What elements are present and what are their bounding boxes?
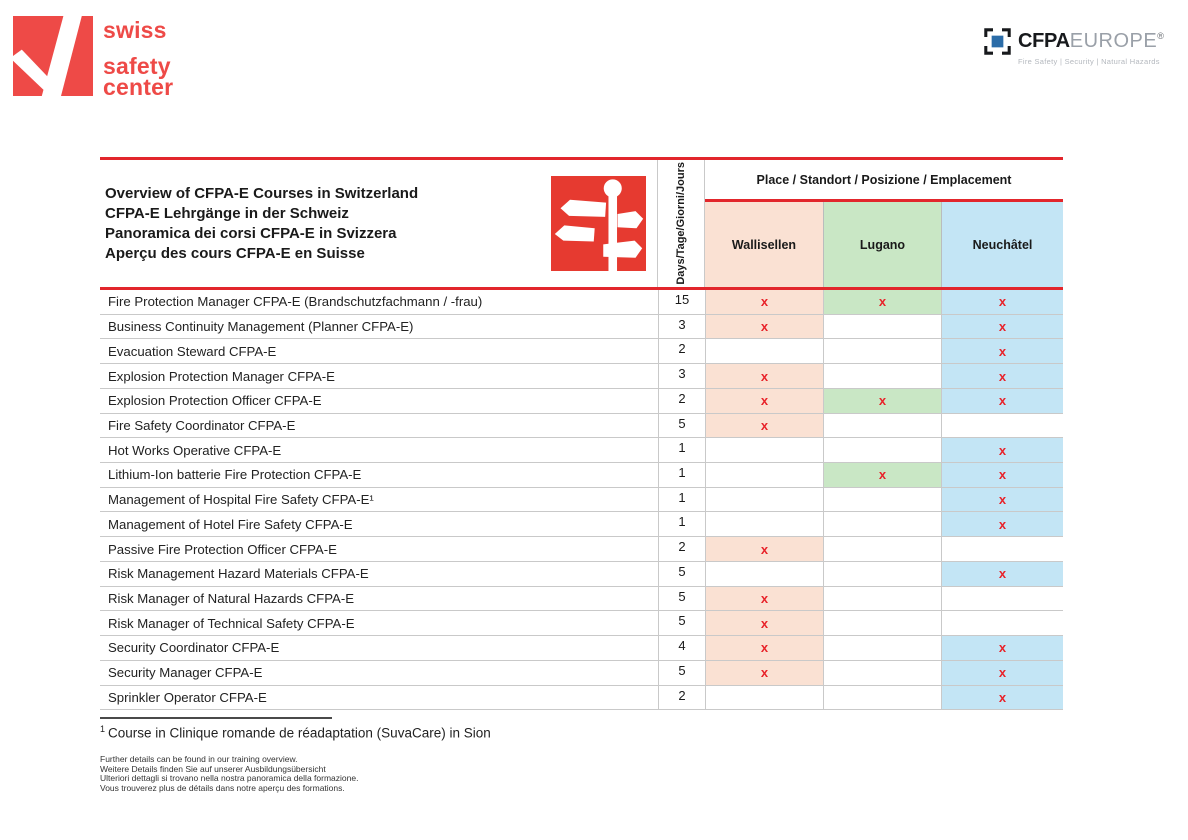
course-name: Risk Management Hazard Materials CFPA-E (108, 566, 369, 582)
days-header-cell (658, 160, 705, 287)
course-name: Explosion Protection Manager CFPA-E (108, 368, 335, 384)
course-name: Business Continuity Management (Planner CFPA-E) (108, 319, 414, 335)
smallprint (100, 755, 358, 793)
cfpa-bracket-icon (984, 28, 1011, 55)
availability-cell-neuchâtel (941, 512, 1063, 536)
availability-cell-lugano (823, 661, 941, 685)
x-mark: x (760, 417, 769, 433)
x-mark: x (760, 319, 769, 335)
x-mark: x (998, 319, 1007, 335)
x-mark: x (878, 294, 887, 310)
logo-word-swiss: swiss (103, 17, 167, 43)
location-header-lugano: Lugano (823, 202, 941, 287)
x-mark: x (998, 294, 1007, 310)
location-header-neuchatel: Neuchâtel (941, 202, 1063, 287)
availability-cell-neuchâtel (941, 414, 1063, 438)
course-days: 4 (658, 636, 705, 660)
availability-cell-wallisellen (705, 389, 823, 413)
course-name: Fire Protection Manager CFPA-E (Brandschutzfachmann / -frau) (108, 294, 483, 310)
x-mark: x (998, 665, 1007, 681)
cfpa-europe-logo (984, 28, 1164, 66)
availability-cell-lugano (823, 488, 941, 512)
availability-cell-wallisellen (705, 438, 823, 462)
availability-cell-lugano (823, 636, 941, 660)
availability-cell-neuchâtel (941, 339, 1063, 363)
availability-cell-neuchâtel (941, 290, 1063, 314)
availability-cell-wallisellen (705, 414, 823, 438)
table-row (100, 537, 1063, 562)
table-row (100, 290, 1063, 315)
table-title-cell (100, 160, 658, 287)
smallprint-line-de: Weitere Details finden Sie auf unserer Ausbildungsübersicht (100, 763, 326, 774)
checkmark-icon (13, 15, 93, 97)
availability-cell-wallisellen (705, 686, 823, 710)
course-name: Sprinkler Operator CFPA-E (108, 689, 267, 705)
availability-cell-neuchâtel (941, 389, 1063, 413)
logo-word-center: center (103, 74, 174, 100)
table-row (100, 512, 1063, 537)
availability-cell-neuchâtel (941, 315, 1063, 339)
table-row (100, 339, 1063, 364)
course-days: 5 (658, 414, 705, 438)
availability-cell-wallisellen (705, 290, 823, 314)
x-mark: x (760, 590, 769, 606)
signpost-icon (551, 176, 646, 271)
x-mark: x (760, 615, 769, 631)
availability-cell-lugano (823, 686, 941, 710)
course-name: Hot Works Operative CFPA-E (108, 442, 282, 458)
title-line-fr: Aperçu des cours CFPA-E en Suisse (105, 245, 365, 262)
table-row (100, 686, 1063, 711)
x-mark: x (760, 393, 769, 409)
location-header-row (705, 202, 1063, 287)
availability-cell-lugano (823, 364, 941, 388)
availability-cell-lugano (823, 611, 941, 635)
availability-cell-wallisellen (705, 315, 823, 339)
availability-cell-neuchâtel (941, 537, 1063, 561)
cfpa-europe-wordmark: EUROPE (1069, 30, 1158, 52)
title-line-it: Panoramica dei corsi CFPA-E in Svizzera (105, 225, 397, 242)
x-mark: x (998, 492, 1007, 508)
place-header-cell (705, 160, 1063, 287)
course-name: Management of Hotel Fire Safety CFPA-E (108, 516, 353, 532)
course-days: 3 (658, 315, 705, 339)
availability-cell-wallisellen (705, 488, 823, 512)
course-days: 3 (658, 364, 705, 388)
footnote (100, 724, 491, 741)
course-days: 2 (658, 389, 705, 413)
availability-cell-lugano (823, 389, 941, 413)
course-days: 1 (658, 463, 705, 487)
availability-cell-neuchâtel (941, 661, 1063, 685)
courses-table (100, 157, 1063, 710)
availability-cell-neuchâtel (941, 686, 1063, 710)
course-name: Passive Fire Protection Officer CFPA-E (108, 541, 337, 557)
x-mark: x (998, 368, 1007, 384)
table-row (100, 488, 1063, 513)
availability-cell-neuchâtel (941, 611, 1063, 635)
x-mark: x (760, 640, 769, 656)
x-mark: x (998, 516, 1007, 532)
cfpa-wordmark: CFPA (1018, 30, 1070, 52)
table-body (100, 290, 1063, 710)
availability-cell-lugano (823, 512, 941, 536)
availability-cell-wallisellen (705, 562, 823, 586)
availability-cell-wallisellen (705, 463, 823, 487)
availability-cell-wallisellen (705, 537, 823, 561)
course-days: 1 (658, 438, 705, 462)
course-name: Risk Manager of Technical Safety CFPA-E (108, 615, 355, 631)
footnote-divider (100, 717, 332, 719)
table-row (100, 414, 1063, 439)
availability-cell-lugano (823, 315, 941, 339)
course-name: Evacuation Steward CFPA-E (108, 343, 277, 359)
course-days: 1 (658, 488, 705, 512)
course-days: 5 (658, 611, 705, 635)
course-days: 2 (658, 686, 705, 710)
x-mark: x (998, 566, 1007, 582)
table-row (100, 389, 1063, 414)
x-mark: x (760, 368, 769, 384)
footnote-marker: 1 (100, 724, 106, 734)
availability-cell-lugano (823, 587, 941, 611)
course-name: Explosion Protection Officer CFPA-E (108, 393, 322, 409)
availability-cell-wallisellen (705, 587, 823, 611)
availability-cell-neuchâtel (941, 438, 1063, 462)
availability-cell-lugano (823, 438, 941, 462)
table-title (105, 184, 418, 264)
x-mark: x (998, 442, 1007, 458)
course-days: 5 (658, 562, 705, 586)
course-days: 2 (658, 537, 705, 561)
smallprint-line-fr: Vous trouverez plus de détails dans notre aperçu des formations. (100, 782, 345, 793)
course-days: 1 (658, 512, 705, 536)
smallprint-line-it: Ulteriori dettagli si trovano nella nostra panoramica della formazione. (100, 773, 359, 784)
registered-trademark-symbol: ® (1157, 30, 1164, 41)
course-name: Risk Manager of Natural Hazards CFPA-E (108, 590, 355, 606)
x-mark: x (760, 541, 769, 557)
availability-cell-neuchâtel (941, 488, 1063, 512)
availability-cell-wallisellen (705, 661, 823, 685)
title-line-en: Overview of CFPA-E Courses in Switzerland (105, 185, 419, 202)
cfpa-tagline: Fire Safety | Security | Natural Hazards (1018, 57, 1160, 66)
availability-cell-wallisellen (705, 364, 823, 388)
smallprint-line-en: Further details can be found in our training overview. (100, 754, 298, 764)
availability-cell-lugano (823, 290, 941, 314)
table-row (100, 661, 1063, 686)
course-name: Lithium-Ion batterie Fire Protection CFPA-E (108, 467, 362, 483)
availability-cell-wallisellen (705, 636, 823, 660)
availability-cell-lugano (823, 562, 941, 586)
availability-cell-neuchâtel (941, 587, 1063, 611)
swiss-safety-center-logo (13, 15, 173, 98)
table-row (100, 636, 1063, 661)
x-mark: x (878, 467, 887, 483)
table-row (100, 587, 1063, 612)
footnote-text: Course in Clinique romande de réadaptation (SuvaCare) in Sion (108, 725, 491, 741)
table-row (100, 364, 1063, 389)
place-header-label: Place / Standort / Posizione / Emplacement (756, 172, 1012, 187)
table-row (100, 611, 1063, 636)
course-name: Security Coordinator CFPA-E (108, 640, 280, 656)
availability-cell-wallisellen (705, 339, 823, 363)
x-mark: x (760, 665, 769, 681)
table-header (100, 160, 1063, 287)
x-mark: x (998, 467, 1007, 483)
availability-cell-lugano (823, 537, 941, 561)
x-mark: x (878, 393, 887, 409)
availability-cell-neuchâtel (941, 562, 1063, 586)
table-row (100, 562, 1063, 587)
availability-cell-lugano (823, 463, 941, 487)
table-row (100, 315, 1063, 340)
course-name: Fire Safety Coordinator CFPA-E (108, 417, 296, 433)
availability-cell-neuchâtel (941, 636, 1063, 660)
course-name: Security Manager CFPA-E (108, 665, 263, 681)
swiss-safety-center-wordmark (103, 15, 173, 98)
logo-word-safety: safety (103, 53, 171, 79)
x-mark: x (760, 294, 769, 310)
table-row (100, 463, 1063, 488)
days-header-label: Days/Tage/Giorni/Jours (675, 162, 687, 285)
course-days: 2 (658, 339, 705, 363)
course-days: 5 (658, 587, 705, 611)
title-line-de: CFPA-E Lehrgänge in der Schweiz (105, 205, 349, 222)
availability-cell-lugano (823, 339, 941, 363)
course-name: Management of Hospital Fire Safety CFPA-E¹ (108, 492, 374, 508)
location-header-wallisellen: Wallisellen (705, 202, 823, 287)
availability-cell-neuchâtel (941, 463, 1063, 487)
x-mark: x (998, 343, 1007, 359)
availability-cell-wallisellen (705, 611, 823, 635)
availability-cell-lugano (823, 414, 941, 438)
course-days: 5 (658, 661, 705, 685)
course-days: 15 (658, 290, 705, 314)
x-mark: x (998, 640, 1007, 656)
availability-cell-wallisellen (705, 512, 823, 536)
x-mark: x (998, 689, 1007, 705)
x-mark: x (998, 393, 1007, 409)
availability-cell-neuchâtel (941, 364, 1063, 388)
table-row (100, 438, 1063, 463)
